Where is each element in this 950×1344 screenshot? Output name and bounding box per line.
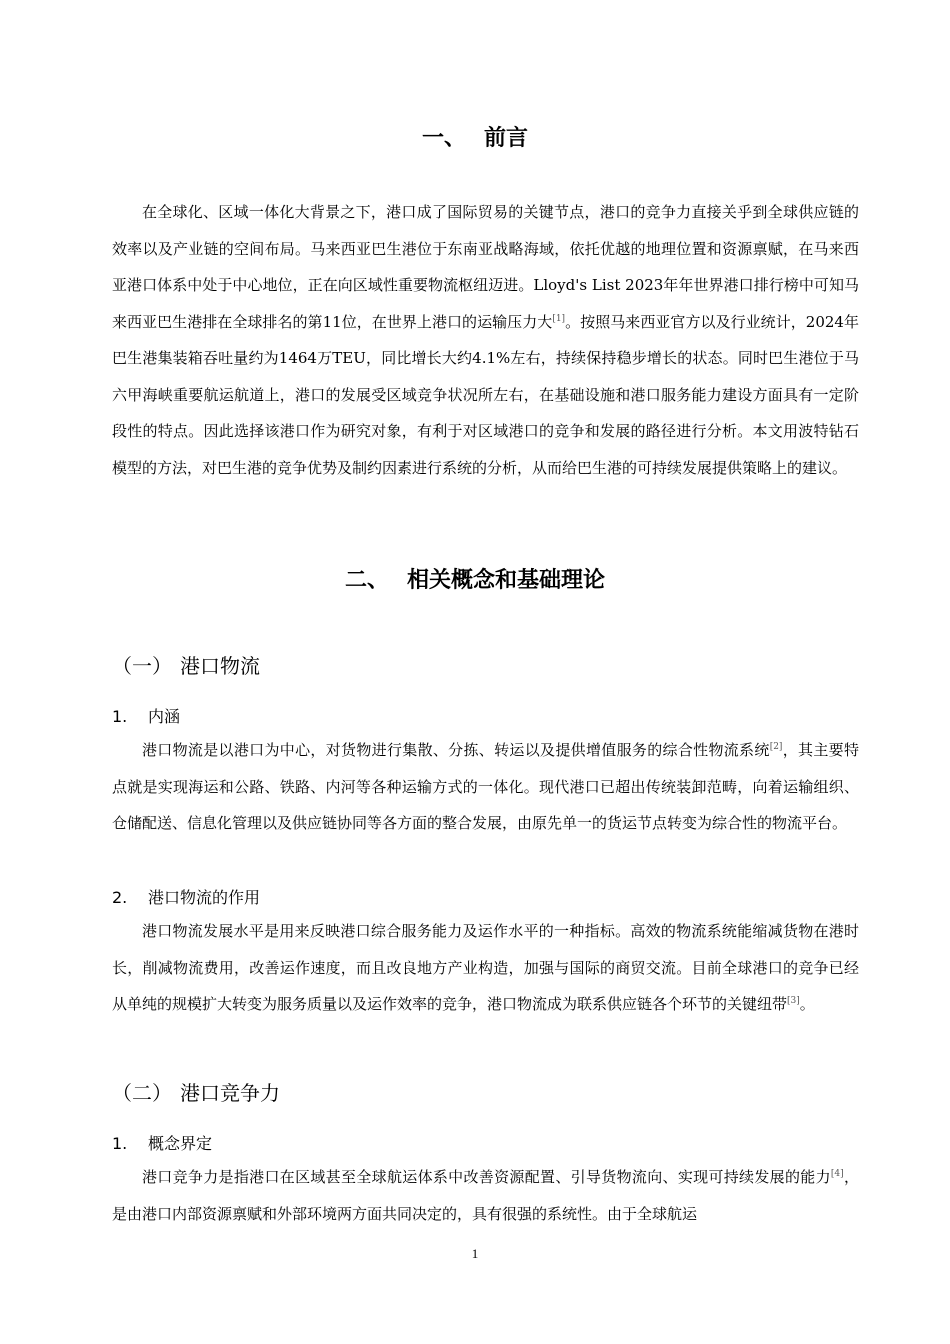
item-number: 2. [112, 888, 128, 907]
subsection-heading-port-logistics [112, 652, 260, 680]
subsection-heading-port-competitiveness [112, 1079, 280, 1107]
page-number: 1 [471, 1246, 479, 1261]
section-number: 一、 [421, 126, 466, 151]
item-heading-definition [112, 1132, 212, 1156]
section-title: 前言 [484, 126, 529, 151]
paragraph-text: 港口物流发展水平是用来反映港口综合服务能力及运作水平的一种指标。高效的物流系统能缩减货物在港时长，削减物流费用，改善运作速度，而且改良地方产业构造，加强与国际的商贸交流。目前全球港口的竞争已经从单纯的规模扩大转变为服务质量以及运作效率的竞争，港口物流成为联系供应链各个环节的关键纽带 [112, 922, 859, 1013]
citation-ref: [4] [830, 1169, 844, 1179]
paragraph-text: ，是由港口内部资源禀赋和外部环境两方面共同决定的，具有很强的系统性。由于全球航运 [112, 1168, 859, 1223]
role-paragraph [112, 913, 859, 1023]
citation-ref: [2] [769, 742, 783, 752]
section-heading-preface [0, 124, 950, 154]
preface-paragraph [112, 194, 859, 486]
subsection-title: 港口物流 [180, 654, 260, 678]
paragraph-text: 港口竞争力是指港口在区域甚至全球航运体系中改善资源配置、引导货物流向、实现可持续发展的能力 [142, 1168, 831, 1186]
item-heading-role [112, 886, 260, 910]
item-number: 1. [112, 707, 128, 726]
citation-ref: [1] [552, 313, 566, 324]
connotation-paragraph [112, 732, 859, 842]
paragraph-text: 。按照马来西亚官方以及行业统计，2024年巴生港集装箱吞吐量约为1464万TEU，同比增长大约4.1%左右，持续保持稳步增长的状态。同时巴生港位于马六甲海峡重要航运航道上，港口的发展受区域竞争状况所左右，在基础设施和港口服务能力建设方面具有一定阶段性的特点。因此选择该港口作为研究对象，有利于对区域港口的竞争和发展的路径进行分析。本文用波特钻石模型的方法，对巴生港的竞争优势及制约因素进行系统的分析，从而给巴生港的可持续发展提供策略上的建议。 [112, 312, 859, 477]
subsection-number: （二） [112, 1081, 172, 1105]
paragraph-text: 。 [799, 995, 815, 1013]
paragraph-text: 港口物流是以港口为中心，对货物进行集散、分拣、转运以及提供增值服务的综合性物流系统 [142, 741, 770, 759]
section-title: 相关概念和基础理论 [407, 568, 606, 593]
item-title: 内涵 [148, 707, 181, 726]
subsection-title: 港口竞争力 [180, 1081, 280, 1105]
paragraph-text: ，其主要特点就是实现海运和公路、铁路、内河等各种运输方式的一体化。现代港口已超出传统装卸范畴，向着运输组织、仓储配送、信息化管理以及供应链协同等各方面的整合发展，由原先单一的货运节点转变为综合性的物流平台。 [112, 741, 859, 832]
definition-paragraph [112, 1159, 859, 1232]
section-heading-concepts [0, 566, 950, 596]
item-heading-connotation [112, 705, 180, 729]
subsection-number: （一） [112, 654, 172, 678]
citation-ref: [3] [787, 996, 800, 1006]
item-title: 港口物流的作用 [148, 888, 261, 907]
item-number: 1. [112, 1134, 128, 1153]
paragraph-text: 在全球化、区域一体化大背景之下，港口成了国际贸易的关键节点，港口的竞争力直接关乎到全球供应链的效率以及产业链的空间布局。马来西亚巴生港位于东南亚战略海域，依托优越的地理位置和资源禀赋，在马来西亚港口体系中处于中心地位，正在向区域性重要物流枢纽迈进。Lloyd's List 2023年年世界港口排行榜中可知马来西亚巴生港排在全球排名的第11位，在世界上港口的运输压力大 [112, 203, 859, 331]
section-number: 二、 [344, 568, 389, 593]
item-title: 概念界定 [148, 1134, 213, 1153]
